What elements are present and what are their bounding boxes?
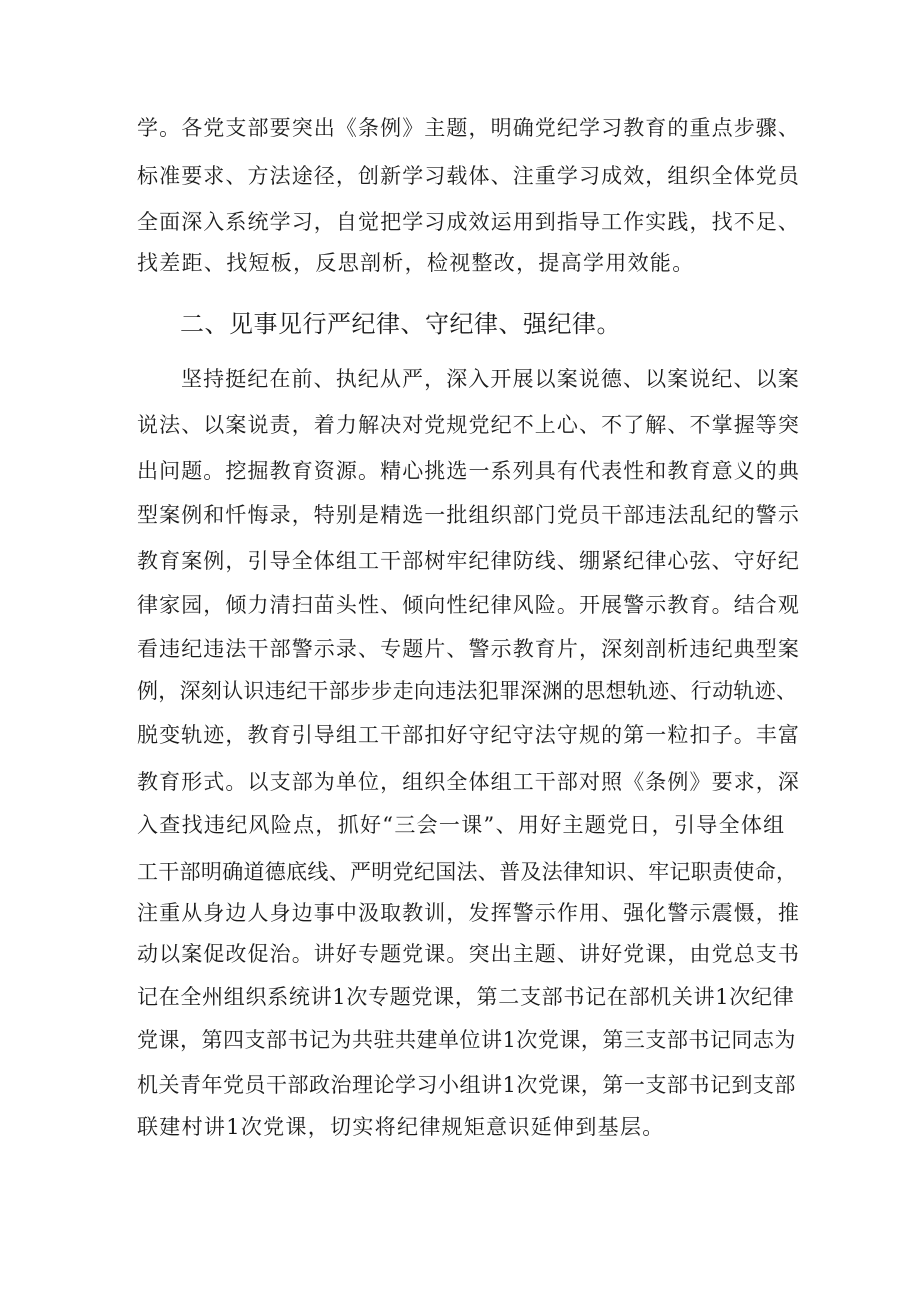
paragraph-2-line-16: 党课，第四支部书记为共驻共建单位讲1次党课，第三支部书记同志为	[137, 1028, 796, 1052]
paragraph-1-line-3: 全面深入系统学习，自觉把学习成效运用到指导工作实践，找不足、	[137, 210, 800, 234]
paragraph-2-line-15: 记在全州组织系统讲1次专题党课，第二支部书记在部机关讲1次纪律	[137, 985, 795, 1009]
paragraph-2-line-3: 出问题。挖掘教育资源。精心挑选一系列具有代表性和教育意义的典	[137, 459, 800, 483]
section-heading-2: 二、见事见行严纪律、守纪律、强纪律。	[180, 310, 621, 338]
paragraph-2-line-14: 动以案促改促治。讲好专题党课。突出主题、讲好党课，由党总支书	[137, 942, 800, 966]
paragraph-2-line-10: 教育形式。以支部为单位，组织全体组工干部对照《条例》要求，深	[137, 770, 800, 794]
paragraph-1-line-4: 找差距、找短板，反思剖析，检视整改，提高学用效能。	[137, 251, 695, 275]
paragraph-2-line-6: 律家园，倾力清扫苗头性、倾向性纪律风险。开展警示教育。结合观	[137, 593, 800, 617]
paragraph-2-line-8: 例，深刻认识违纪干部步步走向违法犯罪深渊的思想轨迹、行动轨迹、	[137, 679, 798, 703]
paragraph-2-line-4: 型案例和忏悔录，特别是精选一批组织部门党员干部违法乱纪的警示	[137, 503, 800, 527]
paragraph-2-line-5: 教育案例，引导全体组工干部树牢纪律防线、绷紧纪律心弦、守好纪	[137, 549, 800, 573]
paragraph-2-line-18: 联建村讲1次党课，切实将纪律规矩意识延伸到基层。	[137, 1115, 665, 1139]
paragraph-2-line-11: 入查找违纪风险点，抓好“三会一课”、用好主题党日，引导全体组	[137, 813, 786, 837]
paragraph-2-line-9: 脱变轨迹，教育引导组工干部扣好守纪守法守规的第一粒扣子。丰富	[137, 723, 800, 747]
paragraph-2-line-2: 说法、以案说责，着力解决对党规党纪不上心、不了解、不掌握等突	[137, 413, 800, 437]
paragraph-2-line-12: 工干部明确道德底线、严明党纪国法、普及法律知识、牢记职责使命，	[137, 860, 798, 884]
paragraph-2-line-17: 机关青年党员干部政治理论学习小组讲1次党课，第一支部书记到支部	[137, 1073, 796, 1097]
paragraph-2-line-13: 注重从身边人身边事中汲取教训，发挥警示作用、强化警示震慑，推	[137, 901, 800, 925]
paragraph-2-line-7: 看违纪违法干部警示录、专题片、警示教育片，深刻剖析违纪典型案	[137, 637, 800, 661]
paragraph-1-line-1: 学。各党支部要突出《条例》主题，明确党纪学习教育的重点步骤、	[137, 116, 800, 140]
paragraph-1-line-2: 标准要求、方法途径，创新学习载体、注重学习成效，组织全体党员	[137, 164, 800, 188]
paragraph-2-line-1: 坚持挺纪在前、执纪从严，深入开展以案说德、以案说纪、以案	[181, 367, 800, 391]
